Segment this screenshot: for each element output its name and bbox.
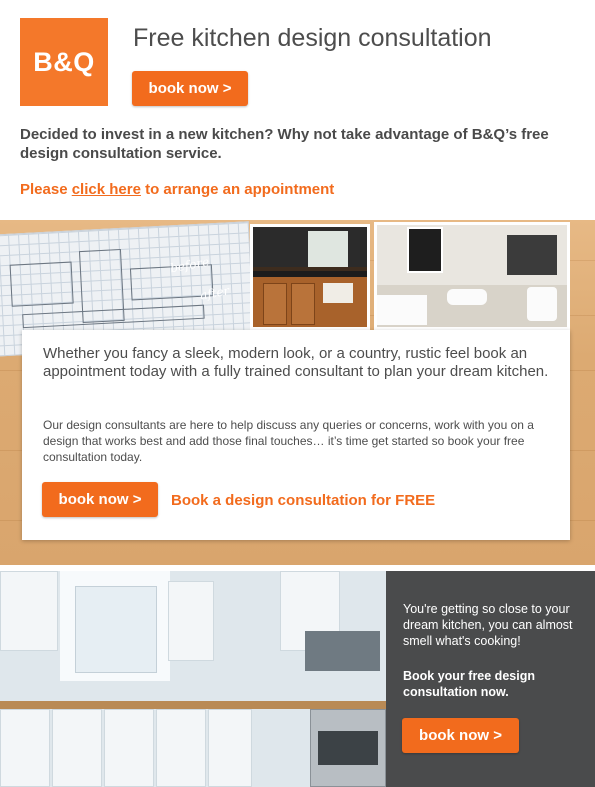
footer-banner bbox=[0, 571, 595, 787]
cta-suffix: to arrange an appointment bbox=[140, 181, 335, 198]
note-after: after bbox=[199, 283, 231, 303]
wooden-kitchen-photo bbox=[250, 224, 370, 330]
hero-banner bbox=[0, 220, 595, 565]
note-before: before bbox=[169, 254, 211, 276]
book-free-consultation-link[interactable]: Book a design consultation for FREE bbox=[171, 492, 436, 509]
appointment-cta bbox=[20, 181, 334, 198]
bathroom-photo bbox=[374, 222, 570, 330]
footer-promo-text: You're getting so close to your dream kitchen, you can almost smell what's cooking! bbox=[403, 602, 573, 648]
bq-logo[interactable] bbox=[20, 18, 108, 106]
footer-promo-bold-text: Book your free design consultation now. bbox=[403, 669, 535, 699]
white-kitchen-photo bbox=[0, 571, 386, 787]
book-now-button-card[interactable]: book now > bbox=[42, 482, 158, 517]
page-title: Free kitchen design consultation bbox=[133, 24, 492, 52]
book-now-button-header[interactable]: book now > bbox=[132, 71, 248, 106]
logo-text: B&Q bbox=[33, 46, 95, 77]
card-body-text: Our design consultants are here to help discuss any queries or concerns, work with you on a design that works best and add those final touches… it’s time get started so book your free consultation today. bbox=[43, 418, 534, 464]
click-here-link[interactable]: click here bbox=[71, 181, 141, 198]
book-now-button-footer[interactable]: book now > bbox=[402, 718, 519, 753]
consultation-card bbox=[22, 330, 570, 540]
cta-prefix: Please bbox=[20, 181, 72, 198]
intro-text: Decided to invest in a new kitchen? Why not take advantage of B&Q’s free design consultation service. bbox=[20, 126, 549, 162]
footer-promo-panel bbox=[386, 571, 595, 787]
card-lead-text: Whether you fancy a sleek, modern look, or a country, rustic feel book an appointment today with a fully trained consultant to plan your dream kitchen. bbox=[43, 345, 549, 380]
